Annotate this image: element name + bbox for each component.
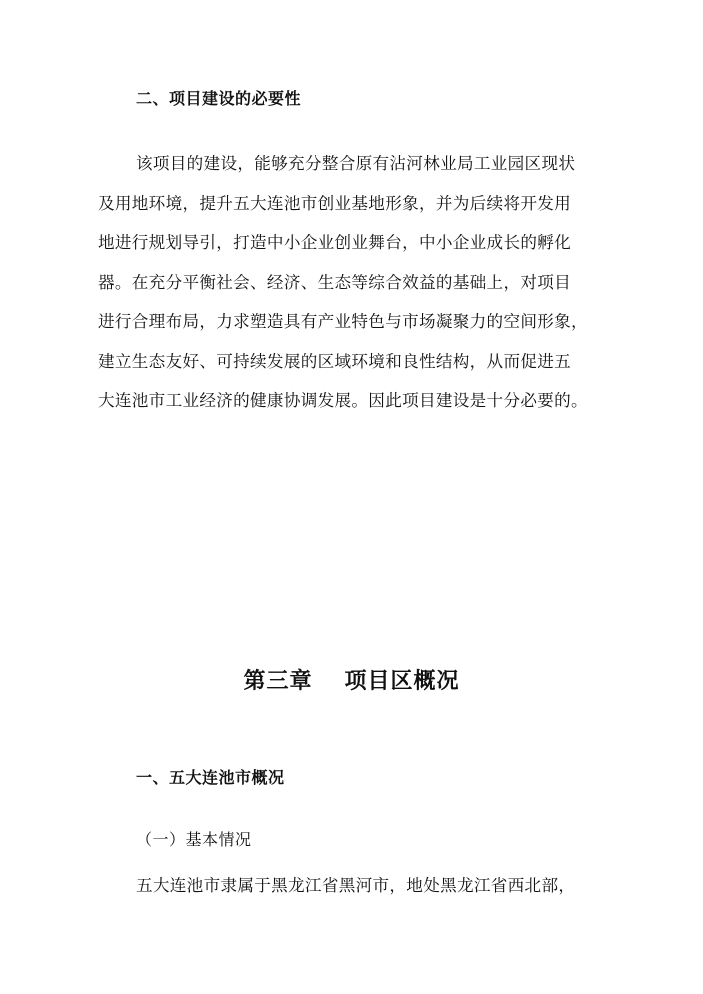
chapter-title [0,664,703,695]
paragraph-line: 地进行规划导引，打造中小企业创业舞台，中小企业成长的孵化 [98,233,572,252]
paragraph-line: 及用地环境，提升五大连池市创业基地形象，并为后续将开发用 [98,193,572,213]
paragraph-line: 建立生态友好、可持续发展的区域环境和良性结构，从而促进五 [98,351,572,371]
overview-paragraph-start: 五大连池市隶属于黑龙江省黑河市，地处黑龙江省西北部， [136,876,576,895]
necessity-paragraph [98,144,608,421]
chapter-name: 项目区概况 [344,668,460,694]
chapter-label: 第三章 [243,668,313,694]
paragraph-line: 器。在充分平衡社会、经济、生态等综合效益的基础上，对项目 [98,272,572,292]
paragraph-line: 进行合理布局，力求塑造具有产业特色与市场凝聚力的空间形象， [98,312,588,331]
section-heading-overview: 一、五大连池市概况 [136,768,285,787]
subsection-heading-basic-info: （一）基本情况 [136,830,252,849]
paragraph-line: 大连池市工业经济的健康协调发展。因此项目建设是十分必要的。 [98,391,588,410]
section-heading-necessity: 二、项目建设的必要性 [136,89,302,108]
paragraph-line: 该项目的建设，能够充分整合原有沾河林业局工业园区现状 [136,154,576,173]
